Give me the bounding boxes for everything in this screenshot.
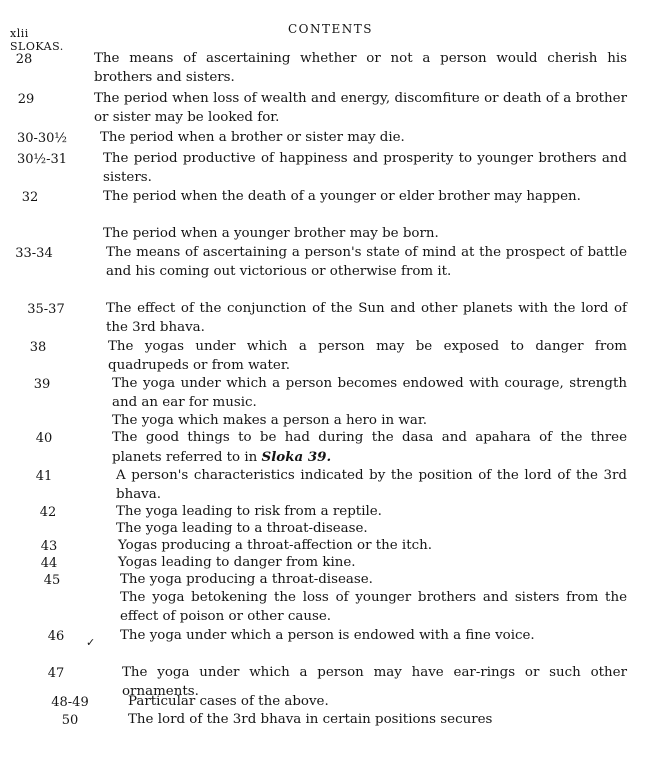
contents-entry	[116, 520, 627, 539]
entry-text: The good things to be had during the dasa and apahara of the three planets referred to in	[112, 430, 627, 465]
contents-entry	[128, 693, 627, 712]
page-number: xlii	[10, 27, 29, 40]
contents-entry	[120, 589, 627, 626]
entry-text: The period when loss of wealth and energy, discomfiture or death of a brother or sister may be looked for.	[94, 91, 627, 125]
entry-text: The yoga under which a person is endowed with a fine voice.	[120, 628, 535, 643]
sloka-number: 48-49	[51, 695, 89, 710]
contents-entry	[112, 412, 627, 431]
contents-entry	[112, 375, 627, 412]
entry-text: Yogas producing a throat-affection or the itch.	[118, 538, 432, 553]
sloka-number: 43	[40, 539, 58, 554]
sloka-number: 33-34	[15, 246, 53, 261]
contents-entry	[116, 503, 627, 522]
sloka-number: 44	[40, 556, 58, 571]
entry-text: Particular cases of the above.	[128, 694, 329, 709]
sloka-number: 32	[21, 190, 39, 205]
sloka-number: 38	[29, 340, 47, 355]
sloka-number: 28	[15, 52, 33, 67]
entry-text: The yoga leading to risk from a reptile.	[116, 504, 382, 519]
entry-text: The yoga under which a person may have ear-rings or such other ornaments.	[122, 665, 627, 699]
sloka-number: 41	[35, 469, 53, 484]
contents-entry	[106, 300, 627, 337]
sloka-number: 47	[47, 666, 65, 681]
entry-text: The means of ascertaining a person's state of mind at the prospect of battle and his coming out victorious or otherwise from it.	[106, 245, 627, 279]
contents-entry	[108, 338, 627, 375]
entry-text: A person's characteristics indicated by the position of the lord of the 3rd bhava.	[116, 468, 627, 502]
sloka-number: 35-37	[27, 302, 65, 317]
entry-text: The effect of the conjunction of the Sun and other planets with the lord of the 3rd bhava.	[106, 301, 627, 335]
margin-mark: ✓	[86, 636, 96, 649]
contents-entry	[103, 150, 627, 187]
entry-text: The means of ascertaining whether or not a person would cherish his brothers and sisters.	[94, 51, 627, 85]
slokas-column-label: SLOKAS.	[10, 40, 64, 53]
contents-entry	[94, 90, 627, 127]
sloka-number: 46	[47, 629, 65, 644]
entry-text: The period when a younger brother may be born.	[103, 226, 439, 241]
entry-text: The yogas under which a person may be exposed to danger from quadrupeds or from water.	[108, 339, 627, 373]
contents-entry	[94, 50, 627, 87]
sloka-number: 50	[61, 713, 79, 728]
entry-text: The lord of the 3rd bhava in certain positions secures	[128, 712, 493, 727]
sloka-number: 29	[17, 92, 35, 107]
entry-text: The period productive of happiness and prosperity to younger brothers and sisters.	[103, 151, 627, 185]
sloka-number: 39	[33, 377, 51, 392]
entry-text: The yoga leading to a throat-disease.	[116, 521, 368, 536]
contents-entry	[112, 429, 627, 467]
contents-entry	[128, 711, 627, 730]
contents-entry	[100, 129, 627, 148]
contents-entry	[120, 571, 627, 590]
contents-entry	[106, 244, 627, 281]
entry-text: The yoga betokening the loss of younger brothers and sisters from the effect of poison or other cause.	[120, 590, 627, 624]
entry-text: The yoga under which a person becomes endowed with courage, strength and an ear for music.	[112, 376, 627, 410]
sloka-number: 40	[35, 431, 53, 446]
contents-entry	[118, 537, 627, 556]
entry-text: The yoga producing a throat-disease.	[120, 572, 373, 587]
sloka-reference: Sloka 39.	[261, 448, 332, 465]
entry-text: The period when the death of a younger or elder brother may happen.	[103, 189, 581, 204]
sloka-number: 30½-31	[16, 152, 68, 167]
sloka-number: 30-30½	[16, 131, 68, 146]
contents-entry	[120, 627, 627, 646]
entry-text: The period when a brother or sister may die.	[100, 130, 405, 145]
sloka-number: 42	[39, 505, 57, 520]
contents-entry	[103, 188, 627, 207]
contents-entry	[103, 225, 627, 244]
contents-entry	[118, 554, 627, 573]
entry-text: Yogas leading to danger from kine.	[118, 555, 356, 570]
page-header: CONTENTS	[287, 22, 373, 36]
contents-entry	[116, 467, 627, 504]
sloka-number: 45	[43, 573, 61, 588]
entry-text: The yoga which makes a person a hero in war.	[112, 413, 428, 428]
